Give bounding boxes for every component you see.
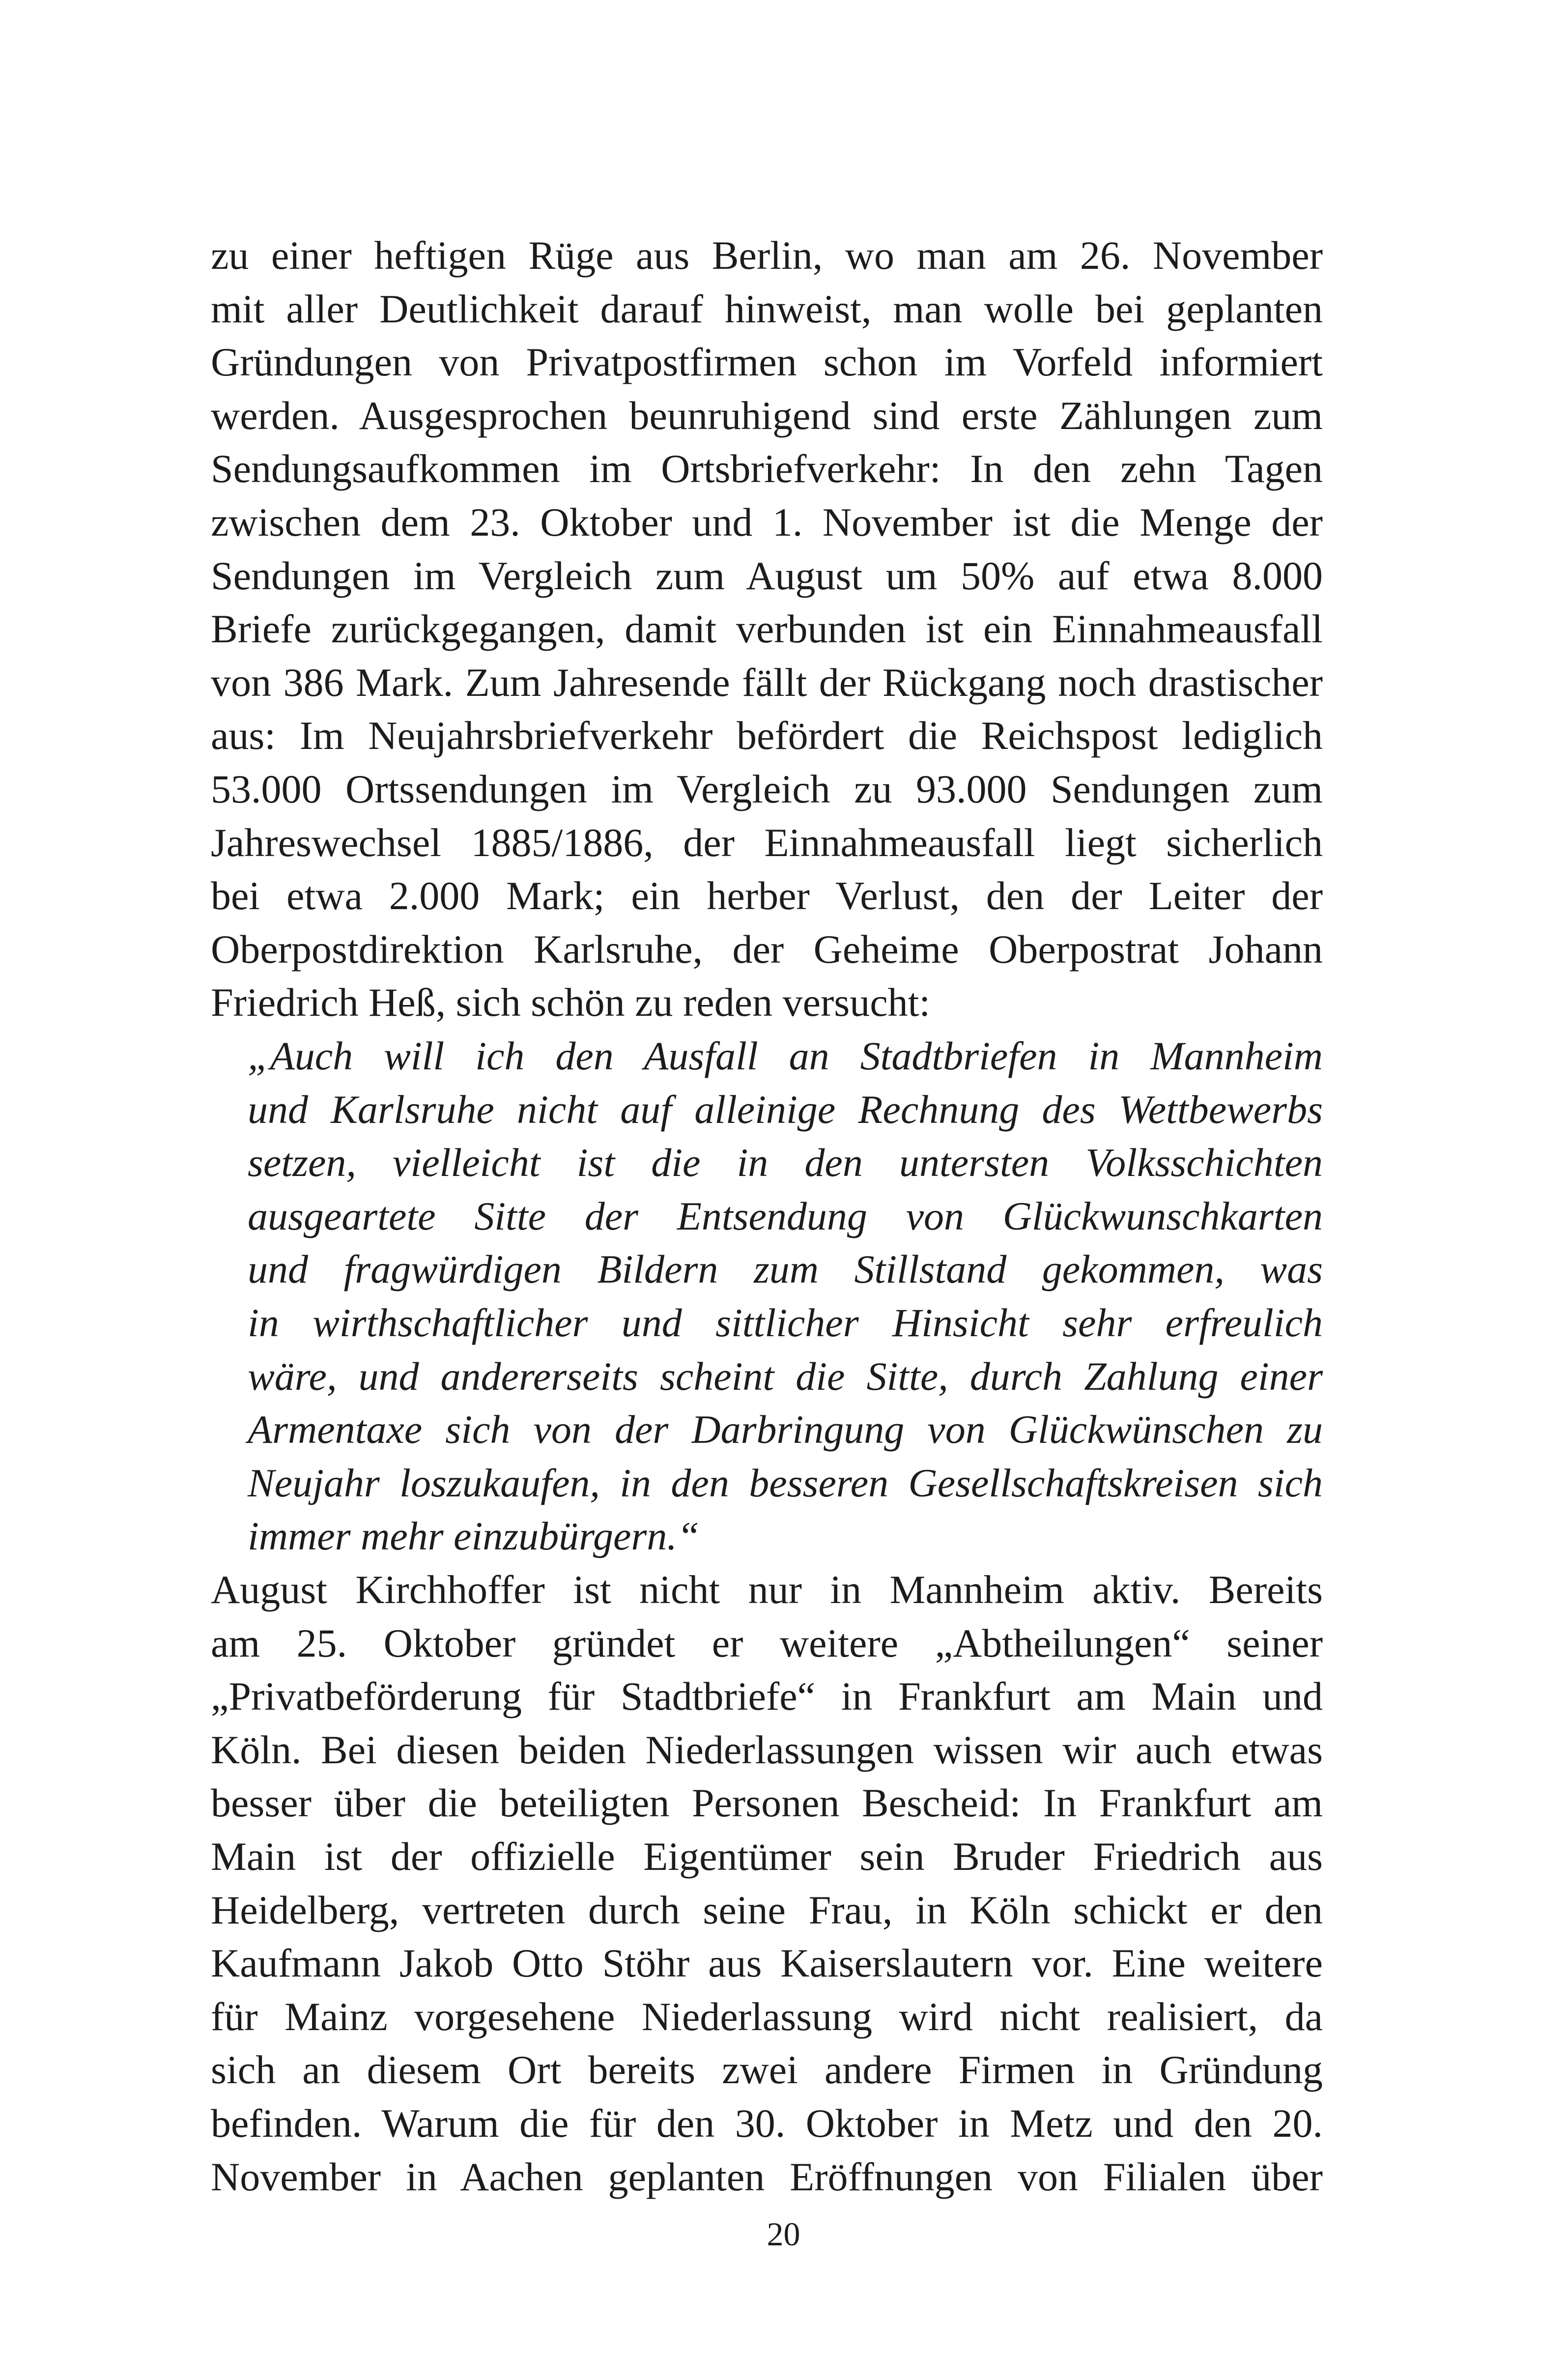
quote-line: immer mehr einzubürgern.“ xyxy=(248,1514,700,1559)
paragraph-line: zu einer heftigen Rüge aus Berlin, wo man am 26. November xyxy=(211,233,1323,278)
quote-line: wäre, und andererseits scheint die Sitte, durch Zahlung einer xyxy=(248,1353,1323,1399)
quote-line: und fragwürdigen Bildern zum Stillstand gekommen, was xyxy=(248,1247,1323,1292)
page-number: 20 xyxy=(767,2215,800,2253)
paragraph-line: Kaufmann Jakob Otto Stöhr aus Kaiserslautern vor. Eine weitere xyxy=(211,1941,1323,1986)
quote-line: Armentaxe sich von der Darbringung von Glückwünschen zu xyxy=(248,1407,1323,1452)
paragraph-line: August Kirchhoffer ist nicht nur in Mannheim aktiv. Bereits xyxy=(211,1567,1323,1612)
paragraph-line: Heidelberg, vertreten durch seine Frau, in Köln schickt er den xyxy=(211,1887,1323,1932)
paragraph-line: Gründungen von Privatpostfirmen schon im Vorfeld informiert xyxy=(211,340,1323,385)
paragraph-line: November in Aachen geplanten Eröffnungen von Filialen über xyxy=(211,2154,1323,2199)
paragraph-line: aus: Im Neujahrsbriefverkehr befördert die Reichspost lediglich xyxy=(211,713,1323,758)
paragraph-line: Jahreswechsel 1885/1886, der Einnahmeausfall liegt sicherlich xyxy=(211,820,1323,865)
paragraph-line: befinden. Warum die für den 30. Oktober in Metz und den 20. xyxy=(211,2101,1323,2146)
paragraph-line: mit aller Deutlichkeit darauf hinweist, man wolle bei geplanten xyxy=(211,286,1323,331)
paragraph-line: am 25. Oktober gründet er weitere „Abtheilungen“ seiner xyxy=(211,1620,1323,1665)
paragraph-line: zwischen dem 23. Oktober und 1. November ist die Menge der xyxy=(211,500,1323,545)
quote-line: in wirthschaftlicher und sittlicher Hinsicht sehr erfreulich xyxy=(248,1300,1323,1345)
paragraph-line: Sendungsaufkommen im Ortsbriefverkehr: In den zehn Tagen xyxy=(211,446,1323,491)
paragraph-line: bei etwa 2.000 Mark; ein herber Verlust, den der Leiter der xyxy=(211,873,1323,918)
paragraph-line: Briefe zurückgegangen, damit verbunden ist ein Einnahmeausfall xyxy=(211,606,1323,652)
paragraph-line: sich an diesem Ort bereits zwei andere Firmen in Gründung xyxy=(211,2047,1323,2093)
paragraph-line: Köln. Bei diesen beiden Niederlassungen wissen wir auch etwas xyxy=(211,1727,1323,1772)
paragraph-line: von 386 Mark. Zum Jahresende fällt der Rückgang noch drastischer xyxy=(211,660,1323,705)
paragraph-line: Main ist der offizielle Eigentümer sein Bruder Friedrich aus xyxy=(211,1834,1323,1879)
quote-line: „Auch will ich den Ausfall an Stadtbriefen in Mannheim xyxy=(248,1033,1323,1078)
paragraph-line: werden. Ausgesprochen beunruhigend sind erste Zählungen zum xyxy=(211,393,1323,438)
paragraph-line: „Privatbeförderung für Stadtbriefe“ in Frankfurt am Main und xyxy=(211,1674,1323,1719)
quote-line: und Karlsruhe nicht auf alleinige Rechnung des Wettbewerbs xyxy=(248,1087,1323,1132)
paragraph-line: für Mainz vorgesehene Niederlassung wird nicht realisiert, da xyxy=(211,1994,1323,2039)
quote-line: Neujahr loszukaufen, in den besseren Gesellschaftskreisen sich xyxy=(248,1460,1323,1505)
quote-line: ausgeartete Sitte der Entsendung von Glückwunschkarten xyxy=(248,1193,1323,1238)
paragraph-line: 53.000 Ortssendungen im Vergleich zu 93.000 Sendungen zum xyxy=(211,767,1323,811)
paragraph-line: Friedrich Heß, sich schön zu reden versucht: xyxy=(211,980,931,1025)
quote-line: setzen, vielleicht ist die in den untersten Volksschichten xyxy=(248,1140,1323,1185)
paragraph-line: besser über die beteiligten Personen Bescheid: In Frankfurt am xyxy=(211,1780,1323,1826)
paragraph-line: Oberpostdirektion Karlsruhe, der Geheime Oberpostrat Johann xyxy=(211,926,1323,972)
paragraph-line: Sendungen im Vergleich zum August um 50% auf etwa 8.000 xyxy=(211,553,1323,598)
